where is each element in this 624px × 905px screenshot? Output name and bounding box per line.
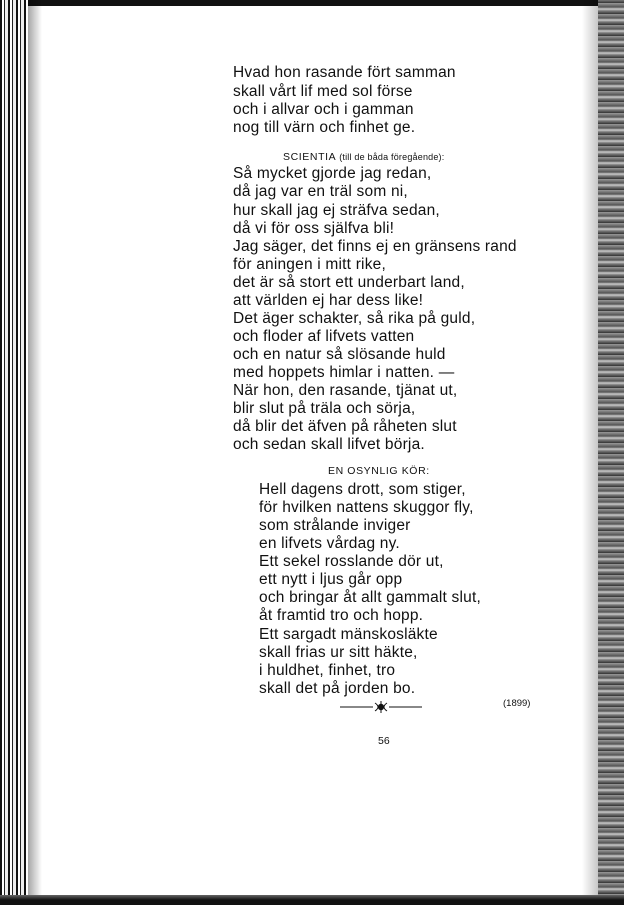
poem-line: en lifvets vårdag ny. — [259, 535, 400, 552]
poem-line: skall det på jorden bo. — [259, 680, 416, 697]
poem-line: blir slut på träla och sörja, — [233, 400, 416, 417]
fleuron-icon — [340, 700, 422, 714]
poem-line: och i allvar och i gamman — [233, 101, 414, 118]
poem-year: (1899) — [503, 698, 531, 709]
poem-line: i huldhet, finhet, tro — [259, 662, 396, 679]
poem-line: för aningen i mitt rike, — [233, 256, 386, 273]
poem-line: Ett sargadt mänskosläkte — [259, 626, 438, 643]
poem-line: nog till värn och finhet ge. — [233, 119, 416, 136]
poem-line: Det äger schakter, så rika på guld, — [233, 310, 476, 327]
poem-line: Hvad hon rasande fört samman — [233, 64, 456, 81]
speaker-heading-scientia — [283, 151, 444, 163]
speaker-name: SCIENTIA — [283, 151, 336, 163]
poem-line: Hell dagens drott, som stiger, — [259, 481, 466, 498]
poem-line: att världen ej har dess like! — [233, 292, 424, 309]
scan-shadow-right — [582, 0, 598, 905]
scan-border-top — [0, 0, 624, 6]
poem-line: och floder af lifvets vatten — [233, 328, 415, 345]
poem-line: då jag var en träl som ni, — [233, 183, 408, 200]
poem-line: Jag säger, det finns ej en gränsens rand — [233, 238, 517, 255]
poem-line: skall frias ur sitt häkte, — [259, 644, 418, 661]
poem-line: för hvilken nattens skuggor fly, — [259, 499, 474, 516]
scan-shadow-left — [28, 0, 42, 905]
poem-line: det är så stort ett underbart land, — [233, 274, 465, 291]
poem-line: då vi för oss själfva bli! — [233, 220, 395, 237]
poem-line: då blir det äfven på råheten slut — [233, 418, 457, 435]
poem-line: hur skall jag ej sträfva sedan, — [233, 202, 440, 219]
speaker-heading-chorus: EN OSYNLIG KÖR: — [328, 465, 430, 477]
page-number: 56 — [378, 735, 390, 747]
poem-line: skall vårt lif med sol förse — [233, 83, 413, 100]
poem-line: och sedan skall lifvet börja. — [233, 436, 425, 453]
poem-line: När hon, den rasande, tjänat ut, — [233, 382, 458, 399]
scan-border-bottom — [0, 895, 624, 905]
scan-border-right — [598, 0, 624, 905]
speaker-note: (till de båda föregående): — [339, 152, 445, 162]
poem-line: åt framtid tro och hopp. — [259, 607, 424, 624]
poem-line: och bringar åt allt gammalt slut, — [259, 589, 481, 606]
scan-border-left — [0, 0, 28, 905]
poem-line: Så mycket gjorde jag redan, — [233, 165, 432, 182]
poem-line: som strålande inviger — [259, 517, 411, 534]
poem-line: med hoppets himlar i natten. — — [233, 364, 455, 381]
poem-line: Ett sekel rosslande dör ut, — [259, 553, 444, 570]
poem-line: och en natur så slösande huld — [233, 346, 446, 363]
poem-line: ett nytt i ljus går opp — [259, 571, 403, 588]
